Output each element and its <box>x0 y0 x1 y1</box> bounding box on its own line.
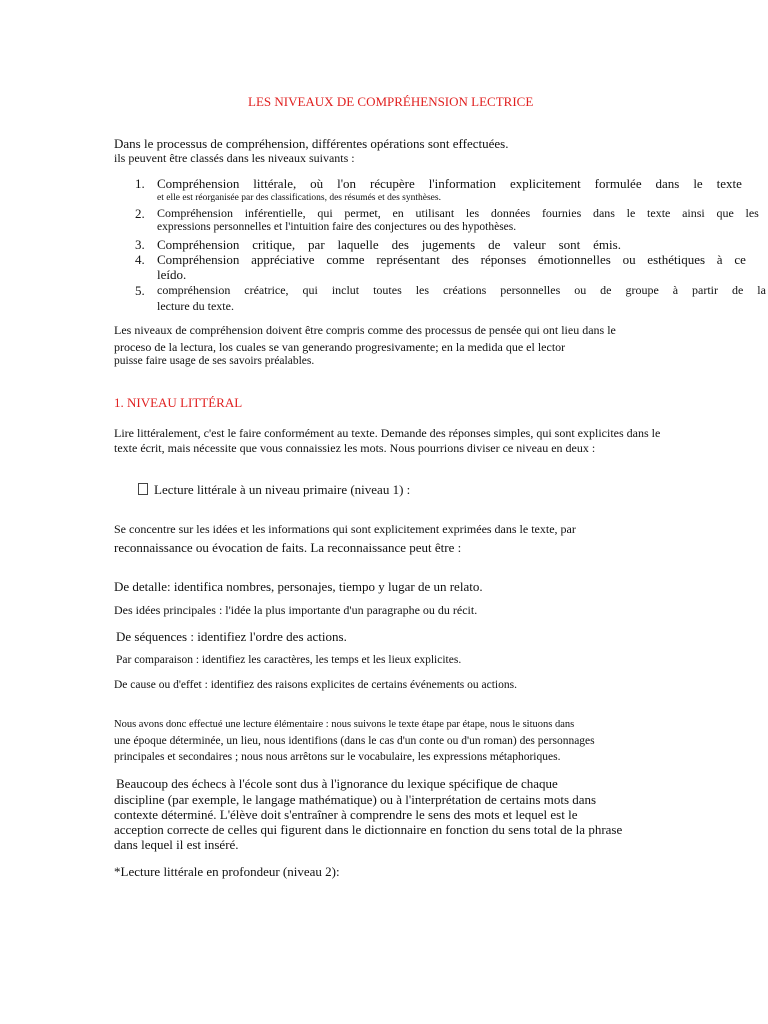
paragraph-line: texte écrit, mais nécessite que vous connaissiez les mots. Nous pourrions diviser ce niveau en deux : <box>114 441 596 455</box>
list-item-word: représentant <box>376 252 440 267</box>
paragraph-line: proceso de la lectura, los cuales se van generando progresivamente; en la medida que el lector <box>114 340 566 354</box>
list-item-word: ou <box>574 283 587 297</box>
list-number: 3. <box>135 237 145 252</box>
list-item-word: de <box>488 237 501 252</box>
paragraph-line: une époque déterminée, un lieu, nous identifions (dans le cas d'un conte ou d'un roman) des personnages <box>114 735 595 747</box>
list-item-word: dans <box>592 206 615 220</box>
list-item-word: qui <box>302 283 318 297</box>
list-item-word: le <box>693 176 703 191</box>
list-item-line <box>157 237 621 253</box>
list-item-word: critique, <box>252 237 296 252</box>
list-item-word: la <box>757 283 766 297</box>
list-item-continuation: expressions personnelles et l'intuition faire des conjectures ou des hypothèses. <box>157 221 517 233</box>
list-item-word: les <box>745 206 759 220</box>
list-item-continuation: et elle est réorganisée par des classifications, des résumés et des synthèses. <box>157 193 441 203</box>
list-item-word: inclut <box>331 283 360 297</box>
page-title: LES NIVEAUX DE COMPRÉHENSION LECTRICE <box>248 94 534 109</box>
list-item-word: les <box>465 206 480 220</box>
list-item-word: explicitement <box>509 176 581 191</box>
list-item-word: créatrice, <box>244 283 289 297</box>
list-item-continuation: leído. <box>157 267 187 282</box>
list-item-continuation: lecture du texte. <box>157 299 234 313</box>
list-item-word: littérale, <box>253 176 297 191</box>
list-item-word: appréciative <box>251 252 315 267</box>
list-item-word: par <box>308 237 325 252</box>
list-item-word: esthétiques <box>647 252 706 267</box>
list-item-word: valeur <box>513 237 546 252</box>
list-item-word: Compréhension <box>157 237 240 252</box>
list-item-word: laquelle <box>337 237 379 252</box>
paragraph-line: contexte déterminé. L'élève doit s'entraîner à comprendre le sens des mots et lequel est le <box>114 807 578 822</box>
list-item-word: émis. <box>593 237 621 252</box>
list-item-word: utilisant <box>415 206 455 220</box>
recognition-item: Des idées principales : l'idée la plus importante d'un paragraphe ou du récit. <box>114 603 478 617</box>
paragraph-line: Beaucoup des échecs à l'école sont dus à l'ignorance du lexique spécifique de chaque <box>116 776 558 791</box>
paragraph-line: discipline (par exemple, le langage mathématique) ou à l'interprétation de certains mots dans <box>114 792 597 807</box>
subheading-level-2: *Lecture littérale en profondeur (niveau 2): <box>114 864 340 879</box>
section-heading: 1. NIVEAU LITTÉRAL <box>114 395 243 410</box>
intro-line-2: ils peuvent être classés dans les niveaux suivants : <box>114 151 355 165</box>
recognition-item: De detalle: identifica nombres, personajes, tiempo y lugar de un relato. <box>114 579 483 594</box>
paragraph-line: puisse faire usage de ses savoirs préalables. <box>114 355 315 367</box>
list-item-line <box>157 283 766 298</box>
list-item-word: ainsi <box>682 206 705 220</box>
list-item-word: les <box>415 283 430 297</box>
list-item-word: compréhension <box>157 283 231 297</box>
paragraph-line: dans lequel il est inséré. <box>114 837 239 852</box>
paragraph-line: Les niveaux de compréhension doivent être compris comme des processus de pensée qui ont lieu dans le <box>114 323 616 337</box>
list-item-word: Compréhension <box>157 206 233 220</box>
list-item-word: dans <box>655 176 680 191</box>
list-item-word: toutes <box>373 283 402 297</box>
recognition-item: Par comparaison : identifiez les caractères, les temps et les lieux explicites. <box>116 654 462 666</box>
intro-line-1: Dans le processus de compréhension, différentes opérations sont effectuées. <box>114 136 509 151</box>
list-item-word: texte <box>647 206 671 220</box>
list-item-word: inférentielle, <box>244 206 306 220</box>
list-item-word: partir <box>692 283 719 297</box>
list-item-word: ce <box>734 252 746 267</box>
list-item-word: de <box>731 283 744 297</box>
subheading-text: Lecture littérale à un niveau primaire (niveau 1) : <box>154 482 411 497</box>
paragraph-line: Lire littéralement, c'est le faire conformément au texte. Demande des réponses simples, qui sont explicites dans le <box>114 426 661 440</box>
list-item-word: texte <box>716 176 742 191</box>
list-item-word: jugements <box>421 237 476 252</box>
paragraph-line: reconnaissance ou évocation de faits. La reconnaissance peut être : <box>114 540 462 555</box>
list-item-word: Compréhension <box>157 176 240 191</box>
list-item-word: qui <box>317 206 333 220</box>
list-number: 4. <box>135 252 145 267</box>
list-item-word: des <box>451 252 469 267</box>
list-item-word: sont <box>558 237 581 252</box>
list-number: 1. <box>135 176 145 191</box>
list-item-word: fournies <box>541 206 582 220</box>
list-item-word: en <box>392 206 404 220</box>
recognition-item: De cause ou d'effet : identifiez des raisons explicites de certains événements ou actions. <box>114 679 517 691</box>
list-item-word: Compréhension <box>157 252 240 267</box>
list-item-word: où <box>310 176 324 191</box>
list-item-word: des <box>391 237 409 252</box>
paragraph-line: principales et secondaires ; nous nous arrêtons sur le vocabulaire, les expressions métaphoriques. <box>114 751 561 763</box>
recognition-item: De séquences : identifiez l'ordre des actions. <box>116 629 347 644</box>
list-item-word: permet, <box>344 206 381 220</box>
list-item-word: groupe <box>625 283 659 297</box>
list-item-word: le <box>626 206 636 220</box>
list-number: 2. <box>135 206 145 221</box>
bullet-box-icon <box>138 483 148 495</box>
list-item-line <box>157 252 746 268</box>
list-item-word: que <box>716 206 734 220</box>
list-item-word: récupère <box>370 176 415 191</box>
paragraph-line: acception correcte de celles qui figurent dans le dictionnaire en fonction du sens total de la phrase <box>114 822 623 837</box>
list-item-word: comme <box>326 252 365 267</box>
list-item-word: à <box>672 283 679 297</box>
subheading-level-1 <box>138 482 410 498</box>
list-item-word: à <box>716 252 723 267</box>
list-number: 5. <box>135 283 145 298</box>
list-item-word: émotionnelles <box>537 252 611 267</box>
list-item-word: l'on <box>337 176 357 191</box>
list-item-line <box>157 206 759 221</box>
list-item-word: créations <box>443 283 487 297</box>
list-item-word: personnelles <box>500 283 561 297</box>
list-item-word: l'information <box>428 176 497 191</box>
paragraph-line: Nous avons donc effectué une lecture élémentaire : nous suivons le texte étape par étape, nous le situons dans <box>114 719 575 730</box>
list-item-word: réponses <box>480 252 527 267</box>
list-item-line <box>157 176 742 192</box>
paragraph-line: Se concentre sur les idées et les informations qui sont explicitement exprimées dans le texte, par <box>114 522 576 536</box>
list-item-word: de <box>600 283 612 297</box>
list-item-word: données <box>490 206 531 220</box>
list-item-word: ou <box>622 252 636 267</box>
list-item-word: formulée <box>594 176 642 191</box>
